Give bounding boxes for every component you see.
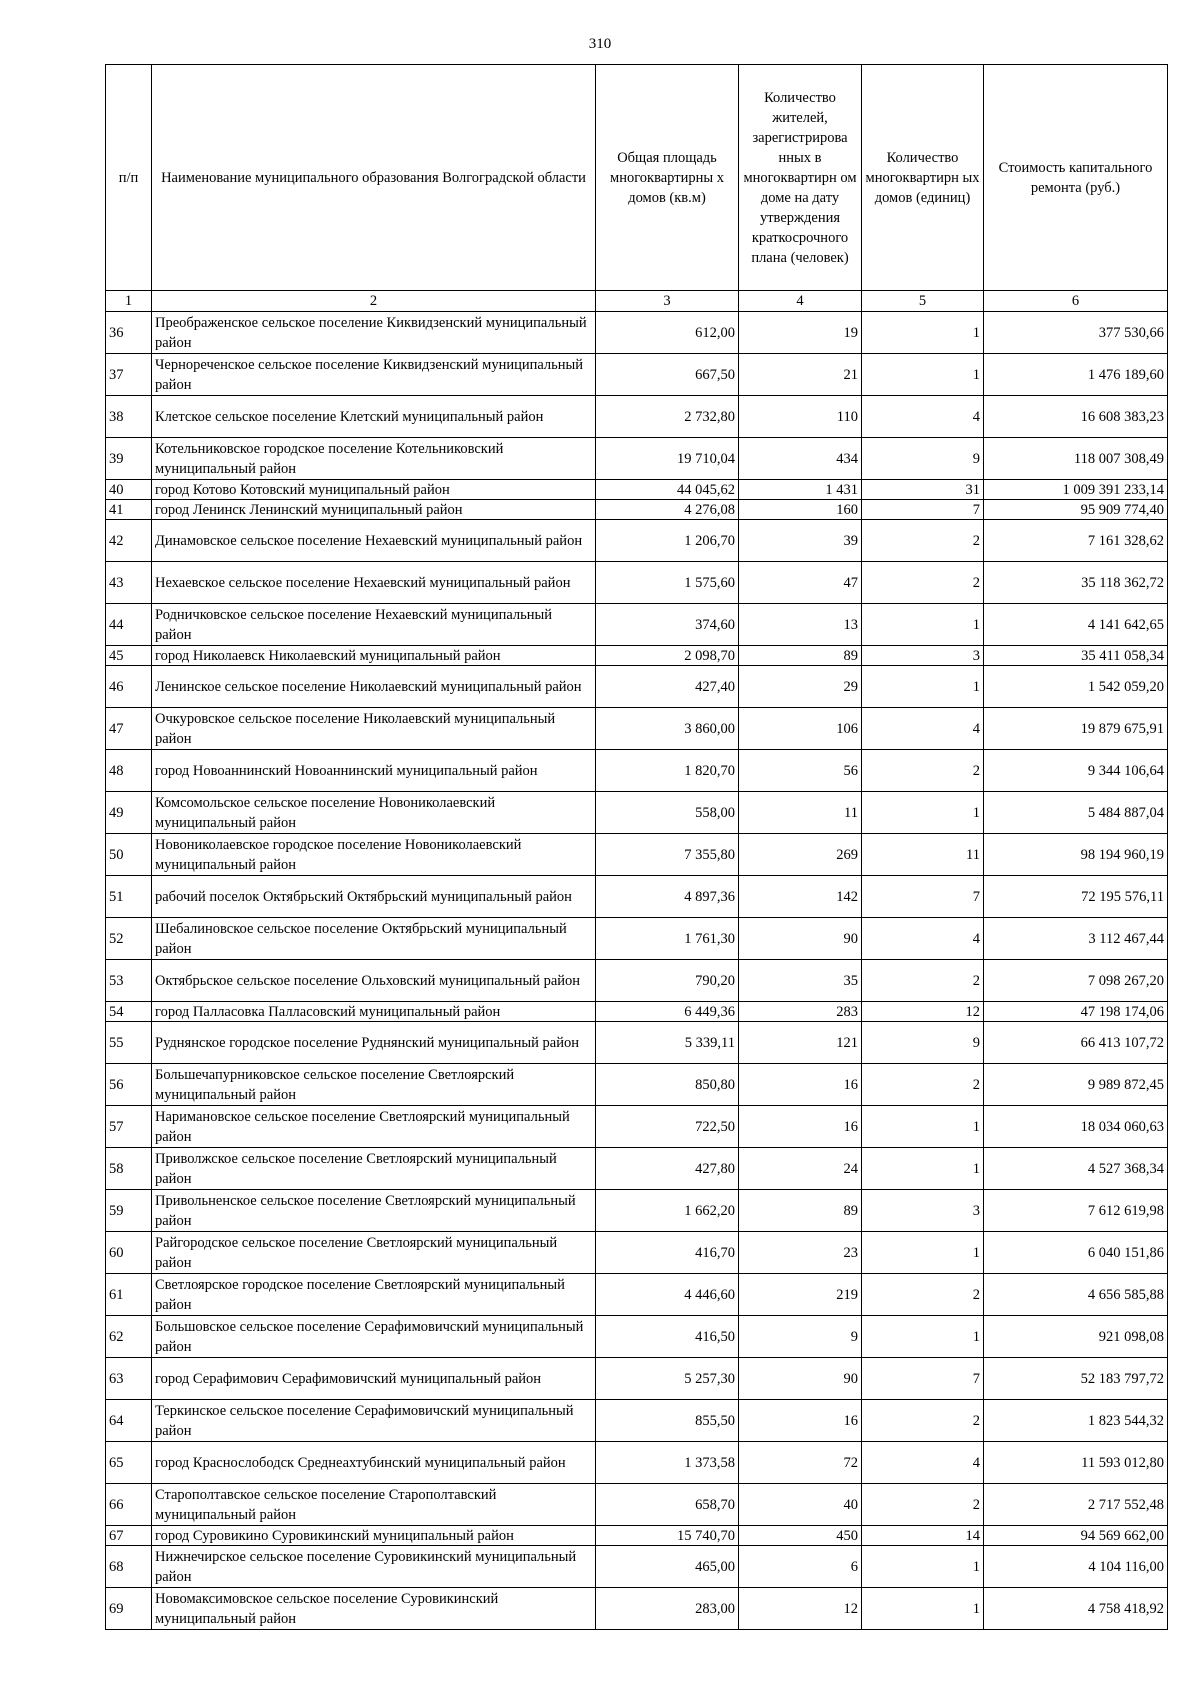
row-houses: 2 [862,520,984,562]
row-repair-cost: 7 161 328,62 [984,520,1168,562]
header-area: Общая площадь многоквартирны х домов (кв.м) [596,65,739,291]
row-index: 38 [106,396,152,438]
row-total-area: 427,40 [596,666,739,708]
table-row [106,1316,1168,1358]
row-municipality-name: Новомаксимовское сельское поселение Суровикинский муниципальный район [152,1588,596,1630]
row-municipality-name: Очкуровское сельское поселение Николаевский муниципальный район [152,708,596,750]
row-houses: 1 [862,1316,984,1358]
row-residents: 16 [739,1400,862,1442]
table-row [106,1484,1168,1526]
row-index: 41 [106,500,152,520]
column-number: 4 [739,291,862,312]
table-row [106,960,1168,1002]
row-municipality-name: Старополтавское сельское поселение Старополтавский муниципальный район [152,1484,596,1526]
row-houses: 4 [862,1442,984,1484]
row-total-area: 1 761,30 [596,918,739,960]
row-index: 57 [106,1106,152,1148]
table-row [106,1002,1168,1022]
row-index: 40 [106,480,152,500]
row-repair-cost: 2 717 552,48 [984,1484,1168,1526]
row-total-area: 465,00 [596,1546,739,1588]
row-houses: 2 [862,1484,984,1526]
row-residents: 35 [739,960,862,1002]
row-municipality-name: Нижнечирское сельское поселение Суровикинский муниципальный район [152,1546,596,1588]
row-residents: 21 [739,354,862,396]
table-row [106,1106,1168,1148]
row-total-area: 1 820,70 [596,750,739,792]
row-residents: 90 [739,1358,862,1400]
table-body [106,312,1168,1630]
row-residents: 219 [739,1274,862,1316]
row-total-area: 15 740,70 [596,1526,739,1546]
column-number: 6 [984,291,1168,312]
row-repair-cost: 4 141 642,65 [984,604,1168,646]
row-municipality-name: город Краснослободск Среднеахтубинский муниципальный район [152,1442,596,1484]
row-residents: 23 [739,1232,862,1274]
table-row [106,1064,1168,1106]
row-residents: 90 [739,918,862,960]
row-total-area: 1 575,60 [596,562,739,604]
row-index: 44 [106,604,152,646]
row-index: 56 [106,1064,152,1106]
table-row [106,1232,1168,1274]
row-repair-cost: 18 034 060,63 [984,1106,1168,1148]
row-houses: 12 [862,1002,984,1022]
row-municipality-name: город Палласовка Палласовский муниципальный район [152,1002,596,1022]
row-repair-cost: 1 542 059,20 [984,666,1168,708]
row-houses: 2 [862,960,984,1002]
row-total-area: 4 897,36 [596,876,739,918]
column-number: 5 [862,291,984,312]
table-row [106,792,1168,834]
table-row [106,604,1168,646]
row-repair-cost: 98 194 960,19 [984,834,1168,876]
row-residents: 39 [739,520,862,562]
row-total-area: 790,20 [596,960,739,1002]
row-repair-cost: 7 098 267,20 [984,960,1168,1002]
row-index: 61 [106,1274,152,1316]
row-repair-cost: 4 656 585,88 [984,1274,1168,1316]
table-row [106,1588,1168,1630]
row-residents: 269 [739,834,862,876]
row-repair-cost: 52 183 797,72 [984,1358,1168,1400]
row-index: 50 [106,834,152,876]
row-municipality-name: Большечапурниковское сельское поселение Светлоярский муниципальный район [152,1064,596,1106]
row-total-area: 667,50 [596,354,739,396]
row-municipality-name: город Новоаннинский Новоаннинский муниципальный район [152,750,596,792]
table-row [106,520,1168,562]
row-repair-cost: 1 009 391 233,14 [984,480,1168,500]
row-total-area: 658,70 [596,1484,739,1526]
column-number: 1 [106,291,152,312]
row-index: 67 [106,1526,152,1546]
row-index: 59 [106,1190,152,1232]
row-index: 39 [106,438,152,480]
row-total-area: 44 045,62 [596,480,739,500]
row-total-area: 283,00 [596,1588,739,1630]
row-houses: 7 [862,500,984,520]
row-houses: 3 [862,1190,984,1232]
row-houses: 4 [862,918,984,960]
row-total-area: 6 449,36 [596,1002,739,1022]
table-row [106,1022,1168,1064]
table-row [106,918,1168,960]
row-municipality-name: город Котово Котовский муниципальный район [152,480,596,500]
row-total-area: 2 098,70 [596,646,739,666]
row-municipality-name: рабочий поселок Октябрьский Октябрьский муниципальный район [152,876,596,918]
row-houses: 1 [862,354,984,396]
row-index: 55 [106,1022,152,1064]
table-row [106,1358,1168,1400]
row-total-area: 612,00 [596,312,739,354]
row-houses: 1 [862,1588,984,1630]
row-total-area: 416,50 [596,1316,739,1358]
table-row [106,646,1168,666]
row-residents: 72 [739,1442,862,1484]
row-houses: 2 [862,562,984,604]
row-total-area: 855,50 [596,1400,739,1442]
table-row [106,1274,1168,1316]
row-municipality-name: Преображенское сельское поселение Киквидзенский муниципальный район [152,312,596,354]
row-houses: 2 [862,1064,984,1106]
row-houses: 2 [862,1400,984,1442]
row-repair-cost: 9 989 872,45 [984,1064,1168,1106]
row-total-area: 3 860,00 [596,708,739,750]
row-municipality-name: Теркинское сельское поселение Серафимовичский муниципальный район [152,1400,596,1442]
row-total-area: 4 446,60 [596,1274,739,1316]
table-row [106,396,1168,438]
row-total-area: 2 732,80 [596,396,739,438]
table-row [106,480,1168,500]
row-repair-cost: 4 104 116,00 [984,1546,1168,1588]
row-houses: 4 [862,396,984,438]
row-residents: 47 [739,562,862,604]
row-repair-cost: 5 484 887,04 [984,792,1168,834]
row-repair-cost: 4 758 418,92 [984,1588,1168,1630]
row-houses: 1 [862,792,984,834]
row-repair-cost: 35 411 058,34 [984,646,1168,666]
row-residents: 89 [739,646,862,666]
row-repair-cost: 95 909 774,40 [984,500,1168,520]
row-residents: 24 [739,1148,862,1190]
row-index: 37 [106,354,152,396]
table-row [106,438,1168,480]
row-municipality-name: Комсомольское сельское поселение Новониколаевский муниципальный район [152,792,596,834]
row-repair-cost: 3 112 467,44 [984,918,1168,960]
row-municipality-name: Наримановское сельское поселение Светлоярский муниципальный район [152,1106,596,1148]
row-houses: 1 [862,1546,984,1588]
row-index: 36 [106,312,152,354]
table-row [106,1546,1168,1588]
table-row [106,1526,1168,1546]
row-houses: 1 [862,666,984,708]
row-municipality-name: Нехаевское сельское поселение Нехаевский муниципальный район [152,562,596,604]
row-total-area: 1 373,58 [596,1442,739,1484]
row-residents: 16 [739,1106,862,1148]
row-residents: 450 [739,1526,862,1546]
row-index: 69 [106,1588,152,1630]
row-houses: 9 [862,438,984,480]
row-index: 47 [106,708,152,750]
row-index: 48 [106,750,152,792]
row-residents: 110 [739,396,862,438]
row-houses: 31 [862,480,984,500]
row-repair-cost: 94 569 662,00 [984,1526,1168,1546]
row-residents: 6 [739,1546,862,1588]
row-municipality-name: Ленинское сельское поселение Николаевский муниципальный район [152,666,596,708]
header-index: п/п [106,65,152,291]
row-total-area: 427,80 [596,1148,739,1190]
row-total-area: 5 257,30 [596,1358,739,1400]
row-residents: 11 [739,792,862,834]
row-municipality-name: Чернореченское сельское поселение Киквидзенский муниципальный район [152,354,596,396]
row-residents: 19 [739,312,862,354]
row-houses: 11 [862,834,984,876]
table-row [106,666,1168,708]
table-row [106,1148,1168,1190]
row-index: 65 [106,1442,152,1484]
row-repair-cost: 118 007 308,49 [984,438,1168,480]
row-houses: 1 [862,312,984,354]
row-residents: 40 [739,1484,862,1526]
row-residents: 121 [739,1022,862,1064]
row-total-area: 1 206,70 [596,520,739,562]
row-houses: 7 [862,876,984,918]
row-municipality-name: Шебалиновское сельское поселение Октябрьский муниципальный район [152,918,596,960]
table-row [106,500,1168,520]
row-repair-cost: 16 608 383,23 [984,396,1168,438]
row-houses: 3 [862,646,984,666]
row-repair-cost: 6 040 151,86 [984,1232,1168,1274]
row-municipality-name: Большовское сельское поселение Серафимовичский муниципальный район [152,1316,596,1358]
row-municipality-name: Руднянское городское поселение Руднянский муниципальный район [152,1022,596,1064]
row-index: 53 [106,960,152,1002]
row-total-area: 416,70 [596,1232,739,1274]
row-municipality-name: город Ленинск Ленинский муниципальный район [152,500,596,520]
row-index: 42 [106,520,152,562]
row-repair-cost: 35 118 362,72 [984,562,1168,604]
row-repair-cost: 4 527 368,34 [984,1148,1168,1190]
row-residents: 56 [739,750,862,792]
capital-repair-table [105,64,1168,1630]
table-row [106,354,1168,396]
row-municipality-name: Приволжское сельское поселение Светлоярский муниципальный район [152,1148,596,1190]
row-total-area: 4 276,08 [596,500,739,520]
row-municipality-name: Клетское сельское поселение Клетский муниципальный район [152,396,596,438]
row-municipality-name: город Суровикино Суровикинский муниципальный район [152,1526,596,1546]
row-repair-cost: 19 879 675,91 [984,708,1168,750]
row-index: 51 [106,876,152,918]
row-index: 54 [106,1002,152,1022]
row-municipality-name: Котельниковское городское поселение Котельниковский муниципальный район [152,438,596,480]
row-index: 64 [106,1400,152,1442]
row-houses: 14 [862,1526,984,1546]
row-residents: 283 [739,1002,862,1022]
table-row [106,708,1168,750]
row-municipality-name: Привольненское сельское поселение Светлоярский муниципальный район [152,1190,596,1232]
row-houses: 7 [862,1358,984,1400]
row-index: 58 [106,1148,152,1190]
row-municipality-name: Светлоярское городское поселение Светлоярский муниципальный район [152,1274,596,1316]
row-repair-cost: 377 530,66 [984,312,1168,354]
row-residents: 106 [739,708,862,750]
row-index: 46 [106,666,152,708]
row-residents: 12 [739,1588,862,1630]
header-name: Наименование муниципального образования Волгоградской области [152,65,596,291]
row-total-area: 7 355,80 [596,834,739,876]
row-houses: 9 [862,1022,984,1064]
row-municipality-name: Октябрьское сельское поселение Ольховский муниципальный район [152,960,596,1002]
row-repair-cost: 11 593 012,80 [984,1442,1168,1484]
row-houses: 2 [862,1274,984,1316]
row-index: 68 [106,1546,152,1588]
row-municipality-name: Новониколаевское городское поселение Новониколаевский муниципальный район [152,834,596,876]
row-index: 49 [106,792,152,834]
row-repair-cost: 66 413 107,72 [984,1022,1168,1064]
row-index: 52 [106,918,152,960]
row-residents: 16 [739,1064,862,1106]
row-total-area: 722,50 [596,1106,739,1148]
table-row [106,834,1168,876]
table-row [106,1400,1168,1442]
row-residents: 13 [739,604,862,646]
row-repair-cost: 47 198 174,06 [984,1002,1168,1022]
row-residents: 142 [739,876,862,918]
table-row [106,876,1168,918]
row-residents: 1 431 [739,480,862,500]
row-municipality-name: город Николаевск Николаевский муниципальный район [152,646,596,666]
row-municipality-name: город Серафимович Серафимовичский муниципальный район [152,1358,596,1400]
table-row [106,1442,1168,1484]
row-index: 62 [106,1316,152,1358]
row-repair-cost: 1 476 189,60 [984,354,1168,396]
row-index: 60 [106,1232,152,1274]
row-municipality-name: Райгородское сельское поселение Светлоярский муниципальный район [152,1232,596,1274]
row-municipality-name: Родничковское сельское поселение Нехаевский муниципальный район [152,604,596,646]
row-repair-cost: 72 195 576,11 [984,876,1168,918]
row-total-area: 1 662,20 [596,1190,739,1232]
column-number: 2 [152,291,596,312]
header-cost: Стоимость капитального ремонта (руб.) [984,65,1168,291]
table-row [106,312,1168,354]
row-total-area: 558,00 [596,792,739,834]
column-number-row [106,291,1168,312]
row-total-area: 19 710,04 [596,438,739,480]
row-residents: 29 [739,666,862,708]
column-number: 3 [596,291,739,312]
table-row [106,562,1168,604]
row-residents: 434 [739,438,862,480]
row-repair-cost: 7 612 619,98 [984,1190,1168,1232]
row-total-area: 850,80 [596,1064,739,1106]
row-houses: 4 [862,708,984,750]
row-houses: 1 [862,604,984,646]
header-row [106,65,1168,291]
header-houses: Количество многоквартирн ых домов (единиц) [862,65,984,291]
row-residents: 9 [739,1316,862,1358]
row-municipality-name: Динамовское сельское поселение Нехаевский муниципальный район [152,520,596,562]
row-houses: 1 [862,1148,984,1190]
page-number: 310 [588,36,612,52]
row-index: 45 [106,646,152,666]
row-total-area: 374,60 [596,604,739,646]
row-repair-cost: 9 344 106,64 [984,750,1168,792]
row-index: 63 [106,1358,152,1400]
row-repair-cost: 1 823 544,32 [984,1400,1168,1442]
row-houses: 1 [862,1106,984,1148]
row-repair-cost: 921 098,08 [984,1316,1168,1358]
row-residents: 160 [739,500,862,520]
table-row [106,1190,1168,1232]
row-houses: 2 [862,750,984,792]
row-houses: 1 [862,1232,984,1274]
row-index: 43 [106,562,152,604]
row-total-area: 5 339,11 [596,1022,739,1064]
table-row [106,750,1168,792]
row-index: 66 [106,1484,152,1526]
row-residents: 89 [739,1190,862,1232]
header-residents: Количество жителей, зарегистрирова нных в многоквартирн ом доме на дату утверждения краткосрочного плана (человек) [739,65,862,291]
